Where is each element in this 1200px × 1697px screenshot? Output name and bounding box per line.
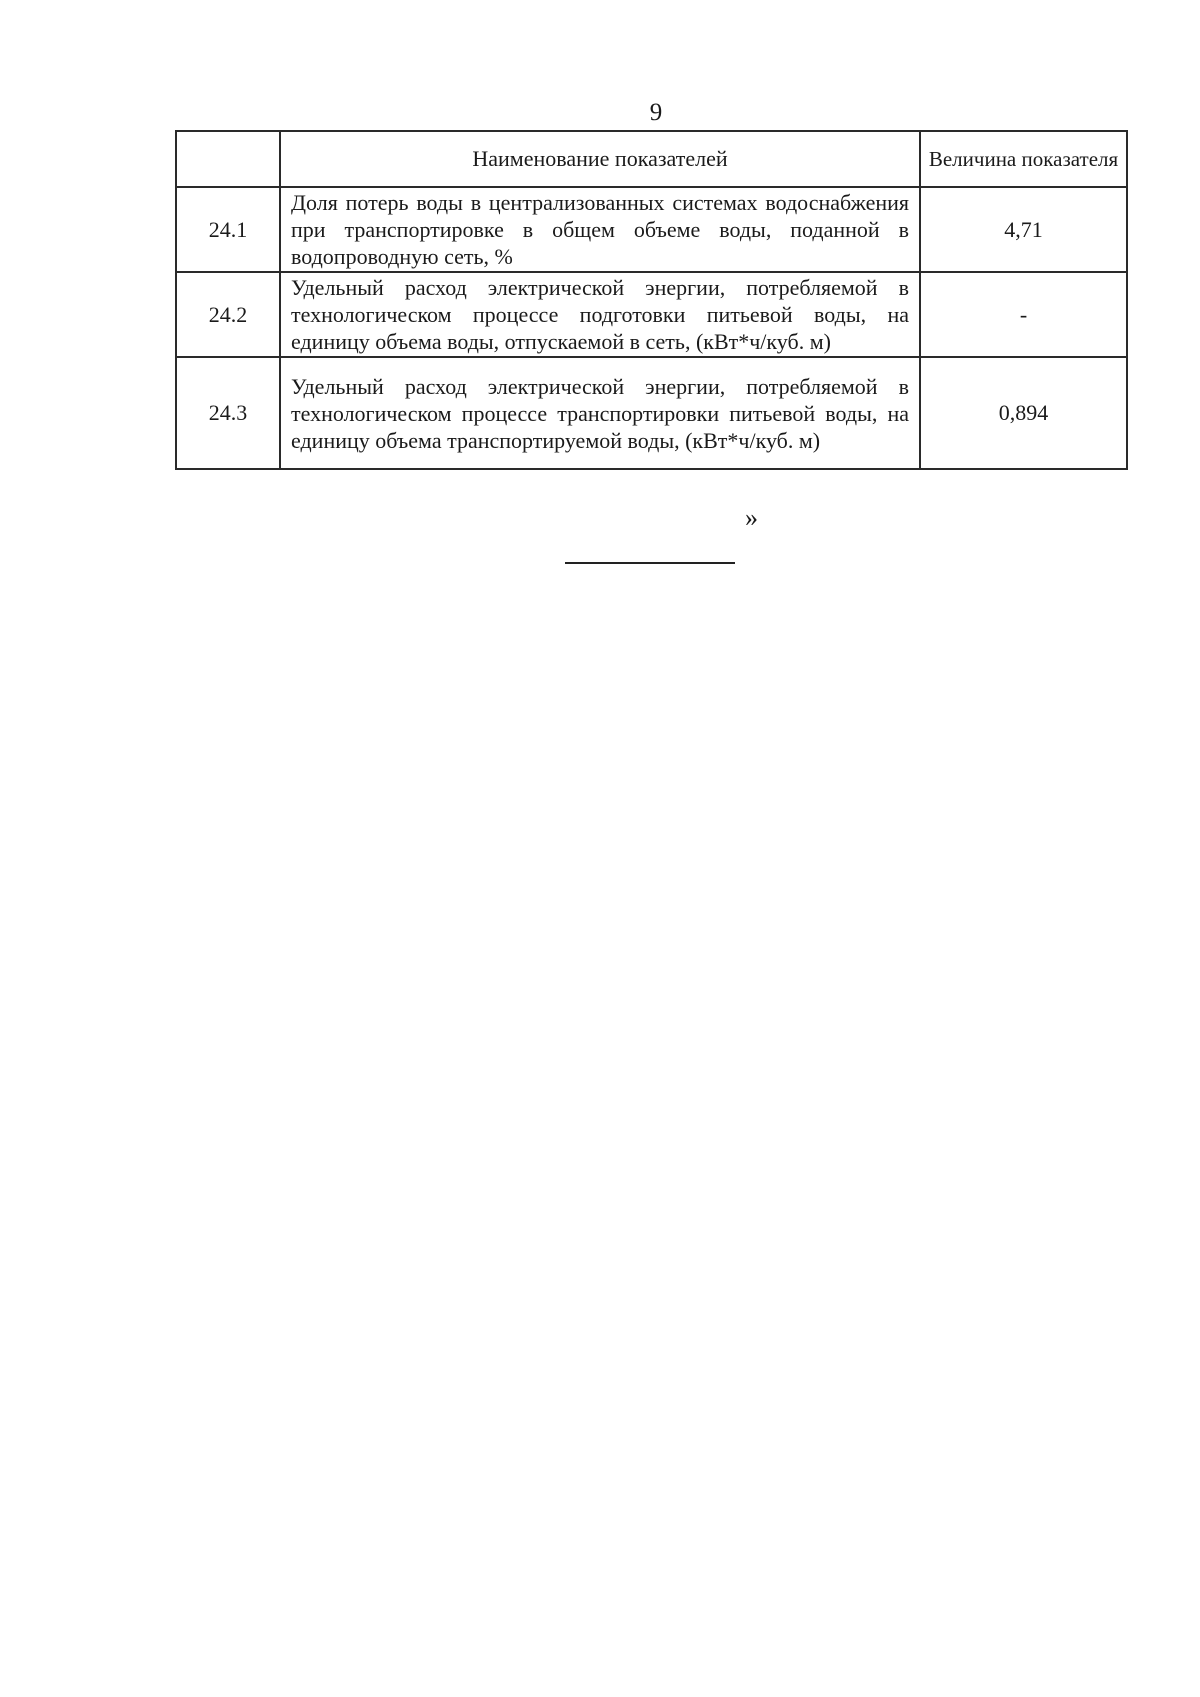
indicators-table: [175, 130, 1128, 470]
header-number-cell: [176, 131, 280, 187]
table-header-row: [176, 131, 1127, 187]
row-value-cell: 0,894: [920, 357, 1127, 469]
table-row: [176, 357, 1127, 469]
row-number-cell: 24.2: [176, 272, 280, 357]
page-number: 9: [649, 99, 663, 126]
row-value-cell: -: [920, 272, 1127, 357]
table-row: [176, 272, 1127, 357]
end-rule-divider: [565, 562, 735, 564]
row-number-cell: 24.3: [176, 357, 280, 469]
row-value-cell: 4,71: [920, 187, 1127, 272]
table-row: [176, 187, 1127, 272]
row-number-cell: 24.1: [176, 187, 280, 272]
row-name-cell: Удельный расход электрической энергии, потребляемой в технологическом процессе подготовки питьевой воды, на единицу объема воды, отпускаемой в сеть, (кВт*ч/куб. м): [280, 272, 920, 357]
header-name-cell: Наименование показателей: [280, 131, 920, 187]
row-name-cell: Удельный расход электрической энергии, потребляемой в технологическом процессе транспортировки питьевой воды, на единицу объема транспортируемой воды, (кВт*ч/куб. м): [280, 357, 920, 469]
row-name-cell: Доля потерь воды в централизованных системах водоснабжения при транспортировке в общем объеме воды, поданной в водопроводную сеть, %: [280, 187, 920, 272]
header-value-cell: Величина показателя: [920, 131, 1127, 187]
closing-quote-mark: »: [745, 503, 758, 532]
